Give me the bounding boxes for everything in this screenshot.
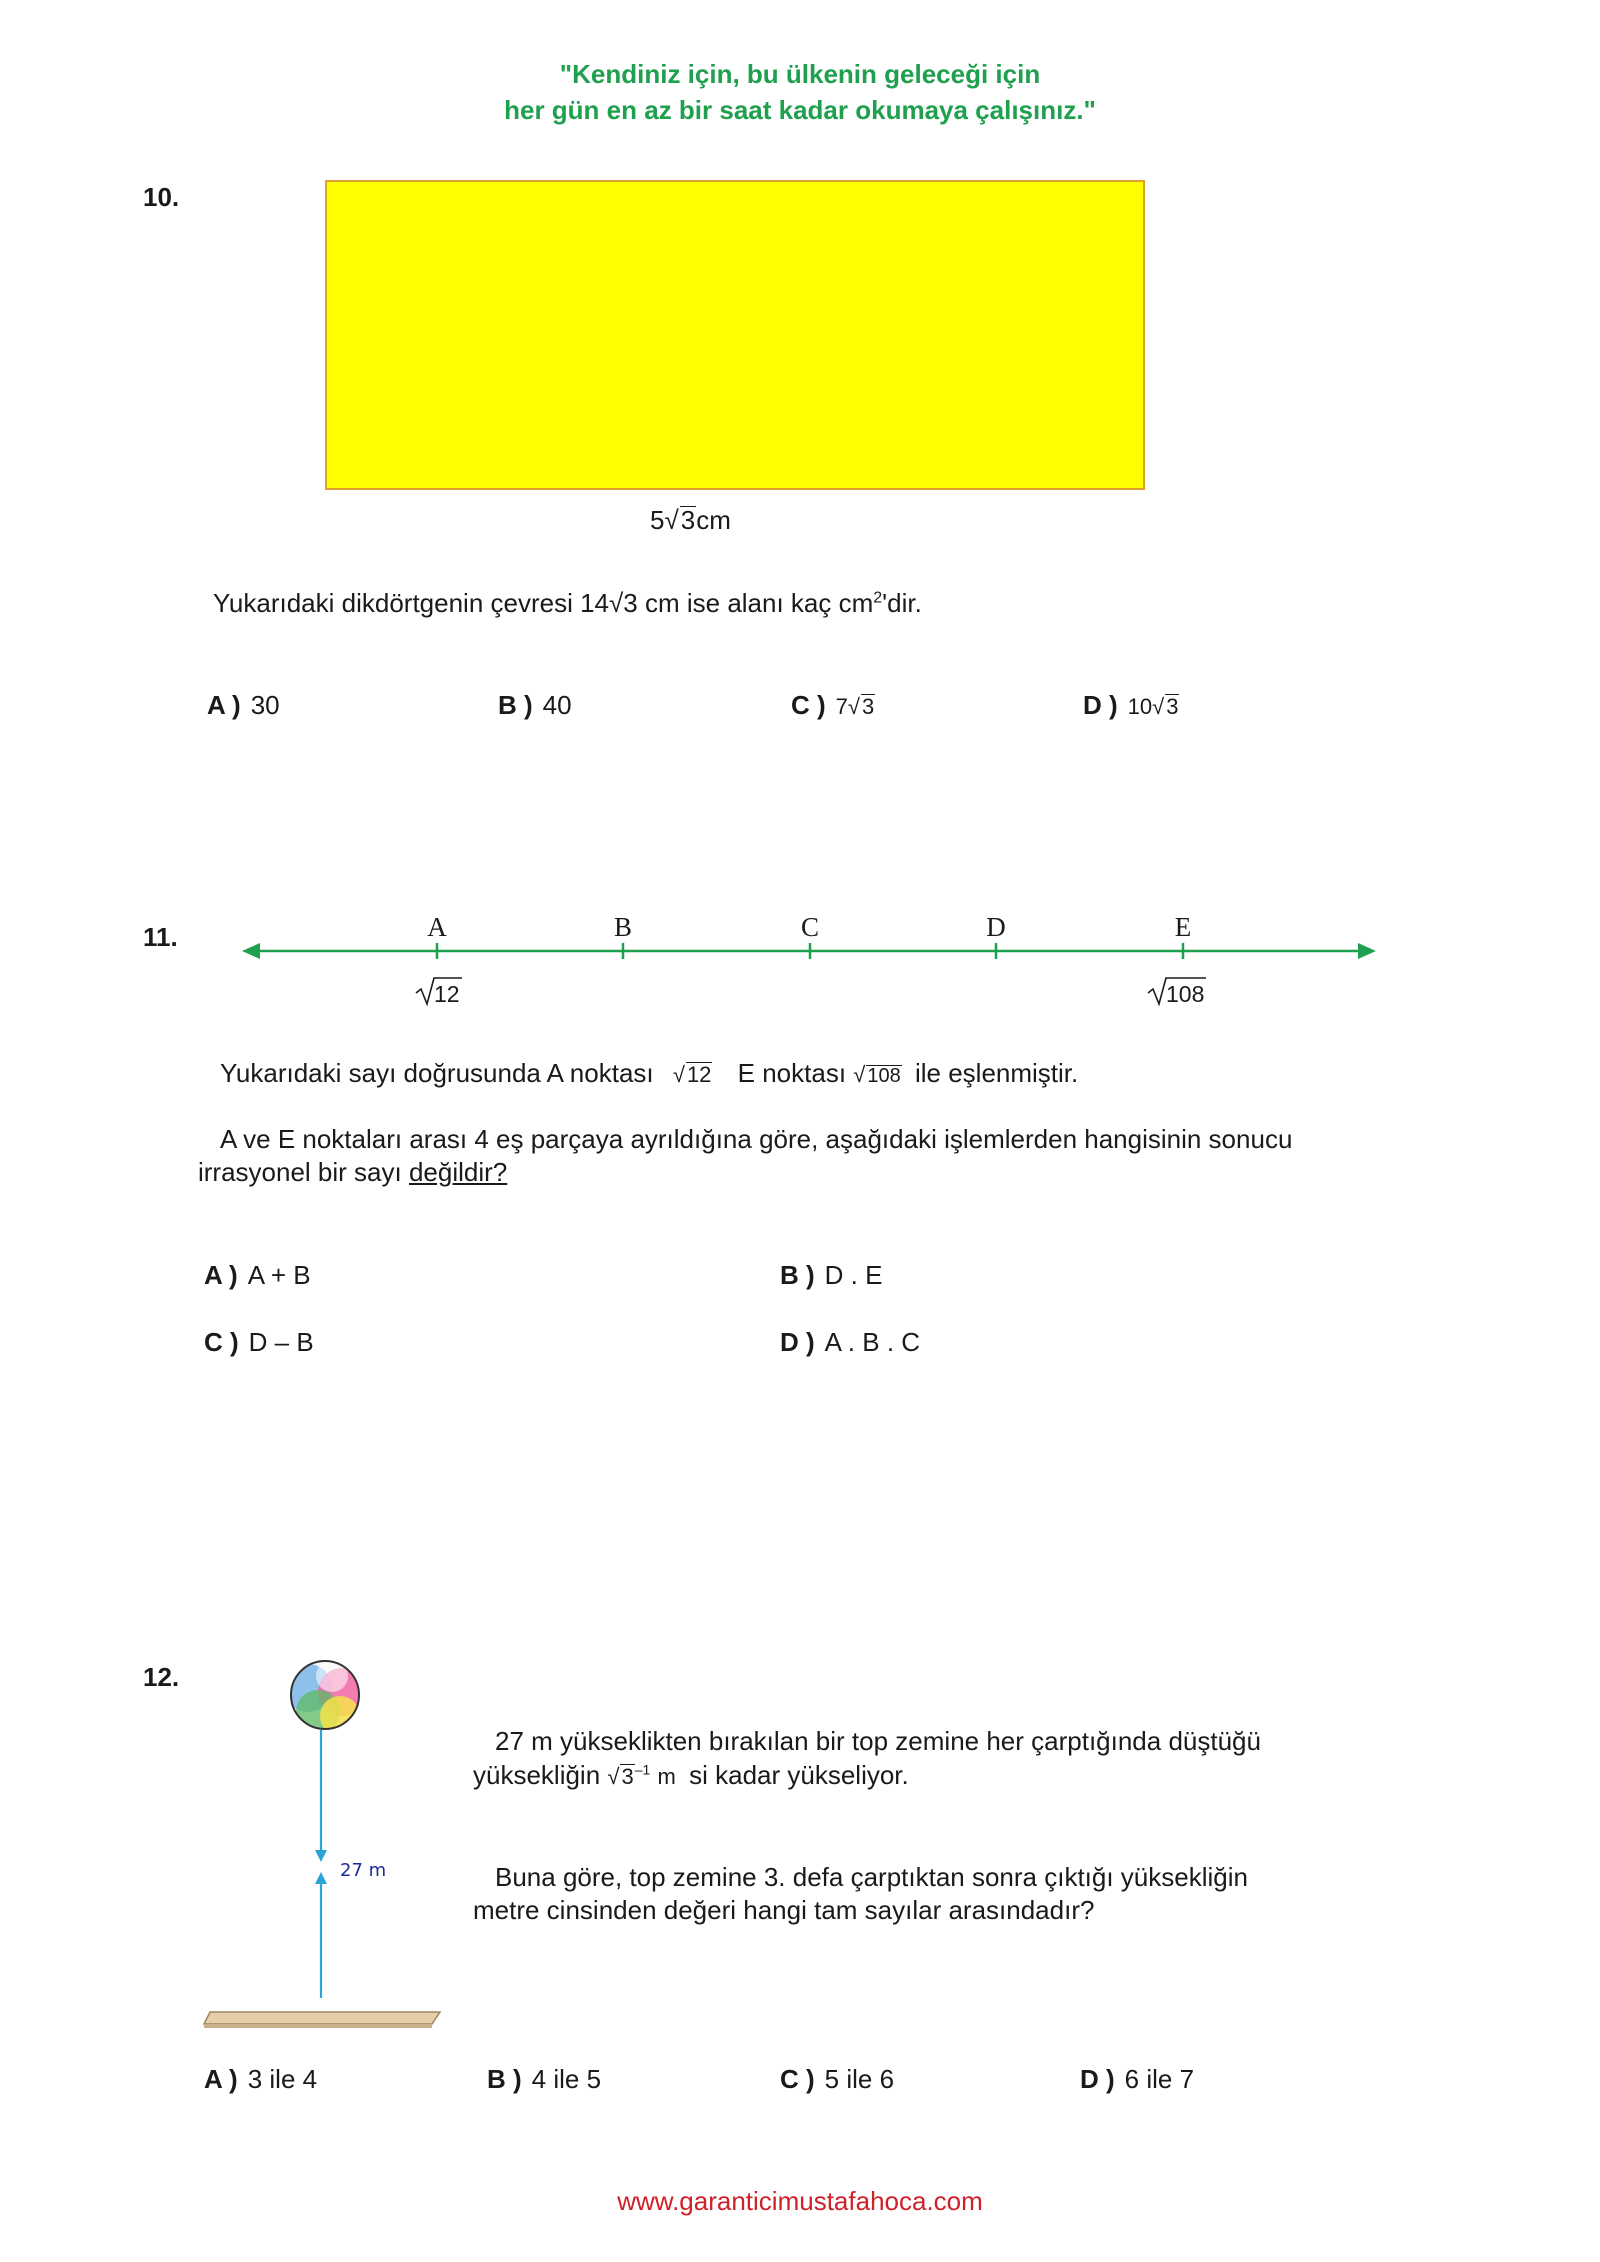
q10-option-a[interactable] — [207, 690, 280, 721]
question-11-text-2-line-1: A ve E noktaları arası 4 eş parçaya ayrıldığına göre, aşağıdaki işlemlerden hangisinin sonucu — [220, 1124, 1293, 1154]
q10-text-part-c: 'dir. — [882, 588, 922, 618]
question-12-para-2-line-2: metre cinsinden değeri hangi tam sayılar arasındadır? — [473, 1895, 1095, 1925]
option-value: 6 ile 7 — [1124, 2064, 1195, 2094]
value-label-a: 12 — [434, 981, 460, 1007]
quote-line-1: "Kendiniz için, bu ülkenin geleceği için — [559, 59, 1041, 89]
question-12-para-2-line-1: Buna göre, top zemine 3. defa çarptıktan sonra çıktığı yüksekliğin — [495, 1862, 1248, 1892]
radical-sign: √ — [672, 1062, 685, 1087]
radical-sign: √ — [847, 694, 860, 719]
q11-text-part-c: ile eşlenmiştir. — [914, 1058, 1079, 1088]
footer-website-link[interactable]: www.garanticimustafahoca.com — [617, 2186, 983, 2216]
option-letter: B ) — [498, 690, 533, 720]
q11-underlined-word: değildir? — [408, 1157, 508, 1187]
q10-text-part-a: Yukarıdaki dikdörtgenin çevresi 14 — [213, 588, 610, 618]
question-11-text-2-line-2 — [198, 1157, 507, 1188]
radical-sign: √ — [664, 505, 679, 535]
point-label-d: D — [986, 912, 1006, 942]
option-letter: C ) — [791, 690, 826, 720]
option-letter: A ) — [207, 690, 241, 720]
option-value: 30 — [250, 690, 280, 720]
q12-text-part-a: yüksekliğin — [473, 1760, 601, 1790]
height-label: 27 m — [340, 1860, 387, 1881]
arrow-down-icon — [315, 1850, 327, 1862]
dimension-radicand: 3 — [680, 505, 696, 535]
option-coef: 7 — [835, 694, 848, 719]
q12-unit: m — [657, 1764, 676, 1789]
option-value: A + B — [247, 1260, 311, 1290]
q11-text-part-b: E noktası — [737, 1058, 847, 1088]
dimension-unit: cm — [696, 505, 731, 535]
question-12-para-1-line-2 — [473, 1760, 909, 1791]
question-number-11: 11. — [143, 922, 178, 952]
option-letter: A ) — [204, 1260, 238, 1290]
ground-plank — [204, 2012, 440, 2024]
arrow-left-icon — [242, 943, 260, 959]
ball-icon — [284, 1660, 366, 1736]
number-line — [240, 905, 1380, 1015]
option-value: 5 ile 6 — [824, 2064, 895, 2094]
q12-option-d[interactable] — [1080, 2064, 1194, 2095]
q11-option-c[interactable] — [204, 1327, 314, 1358]
option-letter: C ) — [204, 1327, 239, 1357]
option-value: 4 ile 5 — [531, 2064, 602, 2094]
q12-option-b[interactable] — [487, 2064, 601, 2095]
q10-text-part-b: cm ise alanı kaç cm — [637, 588, 874, 618]
question-12-para-1-line-1: 27 m yükseklikten bırakılan bir top zemine her çarptığında düştüğü — [495, 1726, 1261, 1756]
q10-text-radical: √3 — [609, 588, 638, 618]
option-value: A . B . C — [824, 1327, 921, 1357]
question-number-12: 12. — [143, 1662, 180, 1692]
option-value: 40 — [542, 690, 572, 720]
q11-option-d[interactable] — [780, 1327, 920, 1358]
point-label-b: B — [613, 912, 633, 942]
value-label-e: 108 — [1166, 981, 1205, 1007]
q11-line2-text: irrasyonel bir sayı — [198, 1157, 409, 1187]
radical-sign: √ — [1152, 694, 1165, 719]
dimension-coef: 5 — [650, 505, 665, 535]
option-letter: B ) — [780, 1260, 815, 1290]
q10-option-d[interactable] — [1083, 690, 1179, 721]
option-letter: C ) — [780, 2064, 815, 2094]
q10-option-c[interactable] — [791, 690, 875, 721]
option-letter: A ) — [204, 2064, 238, 2094]
question-11-text-1 — [220, 1058, 1078, 1089]
point-label-c: C — [800, 912, 820, 942]
question-10-text — [213, 588, 922, 619]
radical-sign: √ — [853, 1062, 866, 1087]
q10-text-superscript: 2 — [873, 589, 883, 607]
rectangle-dimension-label — [650, 505, 731, 536]
option-letter: D ) — [780, 1327, 815, 1357]
q12-option-a[interactable] — [204, 2064, 317, 2095]
q11-text-part-a: Yukarıdaki sayı doğrusunda A noktası — [220, 1058, 654, 1088]
point-label-a: A — [427, 912, 447, 942]
bouncing-ball-figure — [200, 1650, 460, 2030]
q12-exponent: –1 — [634, 1761, 651, 1778]
quote-line-2: her gün en az bir saat kadar okumaya çalışınız." — [504, 95, 1096, 125]
point-label-e: E — [1174, 912, 1192, 942]
option-coef: 10 — [1127, 694, 1153, 719]
option-letter: B ) — [487, 2064, 522, 2094]
option-radicand: 3 — [862, 694, 875, 719]
q12-option-c[interactable] — [780, 2064, 894, 2095]
q12-text-part-b: si kadar yükseliyor. — [689, 1760, 909, 1790]
question-number-10: 10. — [143, 182, 180, 212]
motivational-quote — [0, 56, 1600, 128]
q11-option-a[interactable] — [204, 1260, 311, 1291]
q11-radicand-a: 12 — [686, 1062, 712, 1087]
option-letter: D ) — [1080, 2064, 1115, 2094]
q11-option-b[interactable] — [780, 1260, 882, 1291]
q12-radicand: 3 — [621, 1764, 634, 1789]
option-radicand: 3 — [1166, 694, 1179, 719]
option-value: 3 ile 4 — [247, 2064, 318, 2094]
q11-radicand-e: 108 — [867, 1065, 901, 1087]
radical-sign: √ — [607, 1764, 620, 1789]
arrow-right-icon — [1358, 943, 1376, 959]
option-value: D – B — [248, 1327, 314, 1357]
option-value: D . E — [824, 1260, 883, 1290]
q10-option-b[interactable] — [498, 690, 572, 721]
option-letter: D ) — [1083, 690, 1118, 720]
rectangle-figure — [325, 180, 1145, 490]
ground-plank-edge — [204, 2024, 432, 2028]
